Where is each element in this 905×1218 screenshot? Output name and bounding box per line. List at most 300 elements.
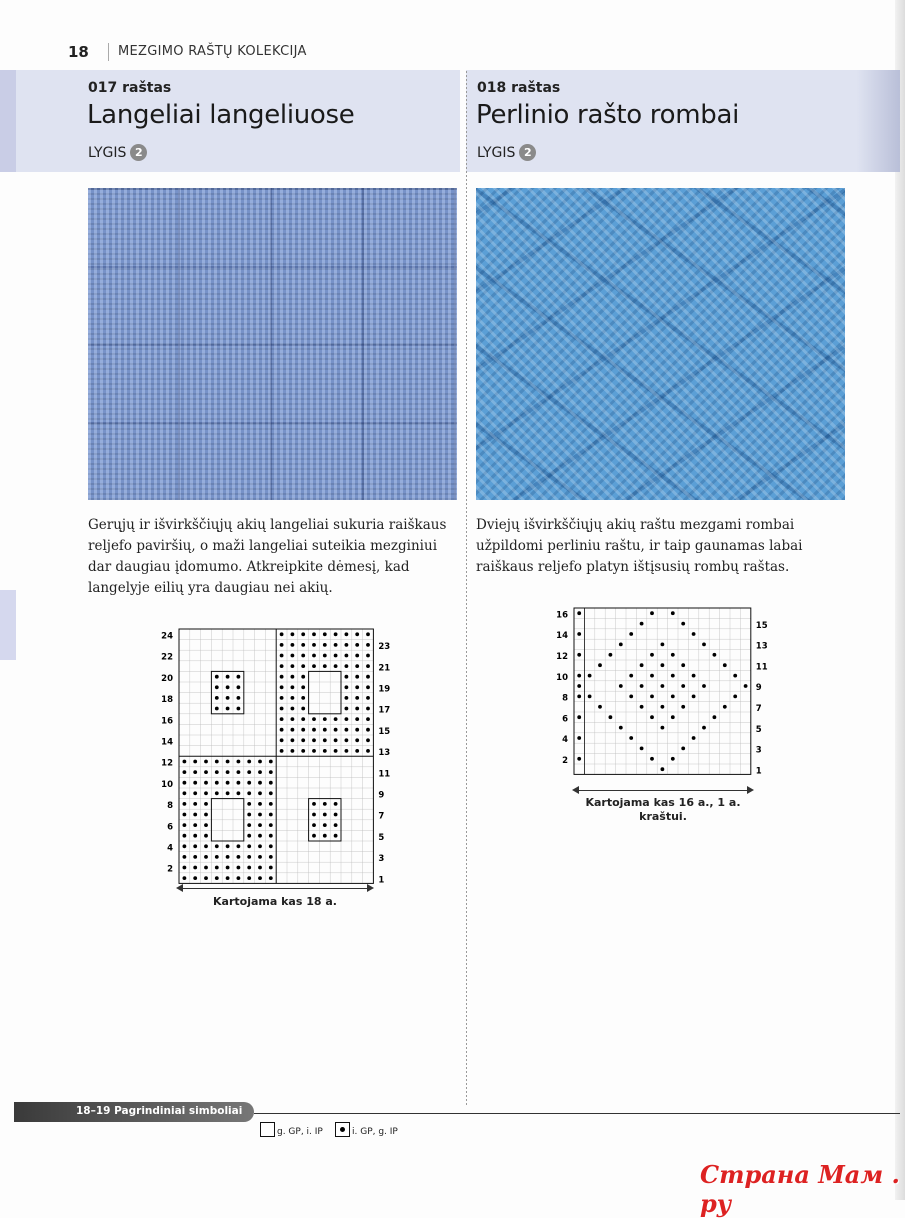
purl-dot — [355, 664, 359, 668]
purl-dot — [204, 823, 208, 827]
purl-dot — [247, 866, 251, 870]
purl-dot — [577, 684, 581, 688]
purl-dot — [204, 813, 208, 817]
purl-dot — [355, 728, 359, 732]
row-label: 22 — [161, 652, 173, 663]
purl-dot — [345, 664, 349, 668]
purl-dot — [301, 675, 305, 679]
purl-dot — [312, 643, 316, 647]
purl-dot — [619, 643, 623, 647]
purl-dot — [204, 866, 208, 870]
purl-dot — [280, 654, 284, 658]
row-label: 13 — [755, 641, 768, 652]
purl-dot — [334, 813, 338, 817]
repeat-arrow — [574, 790, 752, 791]
purl-dot — [291, 675, 295, 679]
row-label: 20 — [161, 673, 173, 684]
legend-knit-label: g. GP, i. IP — [277, 1127, 323, 1137]
purl-dot — [237, 791, 241, 795]
row-label: 6 — [167, 822, 173, 833]
purl-dot — [355, 696, 359, 700]
purl-dot — [280, 675, 284, 679]
purl-dot — [609, 715, 613, 719]
purl-dot — [312, 728, 316, 732]
purl-dot — [323, 834, 327, 838]
purl-dot — [629, 695, 633, 699]
purl-dot — [193, 760, 197, 764]
purl-dot — [226, 855, 230, 859]
row-label: 24 — [161, 631, 173, 642]
purl-dot — [291, 632, 295, 636]
purl-dot — [577, 674, 581, 678]
row-label: 7 — [378, 811, 385, 822]
purl-dot — [355, 675, 359, 679]
purl-dot — [355, 717, 359, 721]
purl-dot — [671, 695, 675, 699]
dot-square-icon — [335, 1122, 350, 1137]
row-label: 11 — [755, 662, 768, 673]
purl-dot — [215, 876, 219, 880]
purl-dot — [640, 622, 644, 626]
purl-dot — [237, 855, 241, 859]
purl-dot — [702, 643, 706, 647]
purl-dot — [312, 738, 316, 742]
pattern-017-code: 017 raštas — [88, 80, 172, 96]
purl-dot — [301, 749, 305, 753]
purl-dot — [291, 664, 295, 668]
purl-dot — [301, 707, 305, 711]
purl-dot — [692, 674, 696, 678]
purl-dot — [692, 632, 696, 636]
purl-dot — [661, 684, 665, 688]
purl-dot — [226, 844, 230, 848]
purl-dot — [702, 684, 706, 688]
pattern-017-level — [88, 144, 147, 161]
purl-dot — [640, 705, 644, 709]
purl-dot — [323, 802, 327, 806]
purl-dot — [681, 622, 685, 626]
row-label: 4 — [562, 735, 568, 746]
purl-dot — [204, 781, 208, 785]
edge-tab-marker-lower — [0, 590, 16, 660]
purl-dot — [269, 823, 273, 827]
purl-dot — [323, 664, 327, 668]
purl-dot — [226, 866, 230, 870]
purl-dot — [640, 684, 644, 688]
pattern-018-chart — [548, 600, 778, 785]
purl-dot — [598, 705, 602, 709]
purl-dot — [366, 728, 370, 732]
purl-dot — [215, 866, 219, 870]
purl-dot — [183, 823, 187, 827]
row-label: 3 — [378, 854, 385, 865]
purl-dot — [226, 760, 230, 764]
purl-dot — [183, 813, 187, 817]
row-label: 21 — [378, 663, 391, 674]
purl-dot — [258, 791, 262, 795]
purl-dot — [291, 738, 295, 742]
purl-dot — [301, 685, 305, 689]
purl-dot — [269, 760, 273, 764]
purl-dot — [723, 705, 727, 709]
row-label: 4 — [167, 843, 173, 854]
purl-dot — [323, 728, 327, 732]
row-label: 12 — [161, 758, 173, 769]
purl-dot — [280, 643, 284, 647]
purl-dot — [237, 844, 241, 848]
purl-dot — [366, 707, 370, 711]
purl-dot — [334, 643, 338, 647]
purl-dot — [193, 844, 197, 848]
purl-dot — [629, 632, 633, 636]
purl-dot — [588, 674, 592, 678]
pattern-017-title: Langeliai langeliuose — [87, 100, 355, 130]
level-badge: 2 — [519, 144, 536, 161]
purl-dot — [588, 695, 592, 699]
purl-dot — [323, 823, 327, 827]
purl-dot — [193, 876, 197, 880]
purl-dot — [323, 738, 327, 742]
row-label: 19 — [378, 684, 391, 695]
header-separator — [108, 43, 109, 61]
purl-dot — [323, 749, 327, 753]
purl-dot — [247, 791, 251, 795]
purl-dot — [681, 705, 685, 709]
purl-dot — [247, 813, 251, 817]
purl-dot — [301, 696, 305, 700]
purl-dot — [269, 781, 273, 785]
purl-dot — [215, 675, 219, 679]
purl-dot — [269, 791, 273, 795]
purl-dot — [323, 643, 327, 647]
purl-dot — [671, 757, 675, 761]
purl-dot — [345, 632, 349, 636]
purl-dot — [183, 866, 187, 870]
row-label: 5 — [755, 724, 762, 735]
purl-dot — [269, 802, 273, 806]
purl-dot — [247, 834, 251, 838]
purl-dot — [280, 632, 284, 636]
purl-dot — [661, 663, 665, 667]
purl-dot — [226, 696, 230, 700]
purl-dot — [269, 813, 273, 817]
purl-dot — [215, 707, 219, 711]
purl-dot — [355, 707, 359, 711]
row-label: 1 — [755, 766, 762, 777]
purl-dot — [193, 823, 197, 827]
purl-dot — [183, 834, 187, 838]
purl-dot — [334, 823, 338, 827]
pattern-018-title: Perlinio rašto rombai — [476, 100, 740, 130]
purl-dot — [355, 738, 359, 742]
purl-dot — [193, 866, 197, 870]
arrow-left-icon — [572, 786, 579, 794]
pattern-018-knit-photo — [476, 188, 845, 500]
purl-dot — [334, 738, 338, 742]
purl-dot — [334, 834, 338, 838]
row-label: 15 — [378, 726, 391, 737]
purl-dot — [692, 695, 696, 699]
row-label: 15 — [755, 620, 768, 631]
row-label: 8 — [167, 801, 173, 812]
purl-dot — [204, 834, 208, 838]
purl-dot — [366, 696, 370, 700]
chart-grid — [179, 629, 373, 883]
arrow-right-icon — [747, 786, 754, 794]
purl-dot — [301, 654, 305, 658]
purl-dot — [269, 876, 273, 880]
purl-dot — [204, 802, 208, 806]
purl-dot — [312, 654, 316, 658]
purl-dot — [204, 844, 208, 848]
purl-dot — [692, 736, 696, 740]
pattern-018-chart-caption: Kartojama kas 16 a., 1 a. kraštui. — [585, 796, 741, 823]
purl-dot — [345, 738, 349, 742]
purl-dot — [269, 866, 273, 870]
purl-dot — [237, 685, 241, 689]
purl-dot — [650, 611, 654, 615]
purl-dot — [204, 760, 208, 764]
purl-dot — [258, 866, 262, 870]
purl-dot — [215, 781, 219, 785]
purl-dot — [334, 632, 338, 636]
row-label: 11 — [378, 769, 391, 780]
purl-dot — [650, 715, 654, 719]
purl-dot — [609, 653, 613, 657]
purl-dot — [312, 802, 316, 806]
purl-dot — [237, 876, 241, 880]
purl-dot — [355, 632, 359, 636]
purl-dot — [258, 802, 262, 806]
purl-dot — [366, 685, 370, 689]
purl-dot — [323, 632, 327, 636]
purl-dot — [258, 823, 262, 827]
purl-dot — [280, 738, 284, 742]
purl-dot — [301, 717, 305, 721]
row-label: 18 — [161, 695, 173, 706]
purl-dot — [258, 781, 262, 785]
purl-dot — [237, 770, 241, 774]
purl-dot — [323, 813, 327, 817]
purl-dot — [215, 760, 219, 764]
footer-rule — [254, 1113, 900, 1114]
purl-dot — [193, 781, 197, 785]
purl-dot — [258, 844, 262, 848]
purl-dot — [280, 664, 284, 668]
purl-dot — [204, 791, 208, 795]
purl-dot — [366, 749, 370, 753]
purl-dot — [577, 757, 581, 761]
purl-dot — [193, 813, 197, 817]
purl-dot — [183, 844, 187, 848]
purl-dot — [629, 736, 633, 740]
purl-dot — [345, 717, 349, 721]
row-label: 7 — [755, 703, 762, 714]
purl-dot — [183, 802, 187, 806]
purl-dot — [345, 749, 349, 753]
level-label: LYGIS — [88, 144, 127, 161]
purl-dot — [345, 643, 349, 647]
row-label: 12 — [556, 651, 568, 662]
purl-dot — [312, 813, 316, 817]
purl-dot — [258, 760, 262, 764]
row-label: 10 — [556, 672, 568, 683]
site-watermark: Страна Мам . ру — [700, 1160, 900, 1218]
purl-dot — [577, 611, 581, 615]
row-label: 13 — [378, 748, 391, 759]
purl-dot — [323, 717, 327, 721]
purl-dot — [671, 674, 675, 678]
purl-dot — [215, 791, 219, 795]
row-label: 8 — [562, 693, 568, 704]
purl-dot — [619, 684, 623, 688]
empty-square-icon — [260, 1122, 275, 1137]
purl-dot — [226, 781, 230, 785]
purl-dot — [366, 717, 370, 721]
purl-dot — [355, 685, 359, 689]
purl-dot — [291, 717, 295, 721]
purl-dot — [345, 696, 349, 700]
purl-dot — [280, 728, 284, 732]
purl-dot — [226, 675, 230, 679]
purl-dot — [291, 707, 295, 711]
purl-dot — [291, 696, 295, 700]
purl-dot — [215, 770, 219, 774]
purl-dot — [215, 685, 219, 689]
purl-dot — [312, 749, 316, 753]
purl-dot — [650, 757, 654, 761]
purl-dot — [334, 728, 338, 732]
purl-dot — [258, 876, 262, 880]
purl-dot — [334, 802, 338, 806]
purl-dot — [577, 736, 581, 740]
purl-dot — [744, 684, 748, 688]
purl-dot — [280, 696, 284, 700]
column-divider — [466, 70, 467, 1105]
pattern-018-level — [477, 144, 536, 161]
purl-dot — [204, 876, 208, 880]
purl-dot — [661, 705, 665, 709]
row-label: 2 — [167, 864, 173, 875]
repeat-arrow — [178, 888, 372, 889]
purl-dot — [301, 632, 305, 636]
purl-dot — [183, 760, 187, 764]
row-label: 2 — [562, 755, 568, 766]
purl-dot — [640, 663, 644, 667]
purl-dot — [247, 844, 251, 848]
purl-dot — [247, 770, 251, 774]
purl-dot — [226, 770, 230, 774]
purl-dot — [247, 823, 251, 827]
purl-dot — [237, 696, 241, 700]
purl-dot — [577, 695, 581, 699]
purl-dot — [193, 855, 197, 859]
purl-dot — [323, 654, 327, 658]
legend-purl-label: i. GP, g. IP — [352, 1127, 398, 1137]
purl-dot — [312, 823, 316, 827]
purl-dot — [258, 855, 262, 859]
purl-dot — [312, 834, 316, 838]
purl-dot — [301, 664, 305, 668]
purl-dot — [280, 749, 284, 753]
purl-dot — [183, 781, 187, 785]
purl-dot — [301, 728, 305, 732]
edge-tab-marker — [0, 70, 16, 172]
purl-dot — [577, 632, 581, 636]
purl-dot — [650, 653, 654, 657]
purl-dot — [681, 684, 685, 688]
purl-dot — [301, 738, 305, 742]
purl-dot — [183, 855, 187, 859]
purl-dot — [215, 844, 219, 848]
row-label: 9 — [755, 683, 762, 694]
purl-dot — [204, 855, 208, 859]
chart-row-labels — [556, 610, 768, 776]
purl-dot — [345, 728, 349, 732]
purl-dot — [661, 767, 665, 771]
row-label: 3 — [755, 745, 762, 756]
purl-dot — [237, 707, 241, 711]
purl-dot — [237, 866, 241, 870]
purl-dot — [280, 685, 284, 689]
purl-dot — [366, 675, 370, 679]
purl-dot — [312, 664, 316, 668]
purl-dot — [345, 685, 349, 689]
legend-purl — [335, 1122, 398, 1137]
purl-dot — [681, 747, 685, 751]
purl-dot — [291, 749, 295, 753]
purl-dot — [204, 770, 208, 774]
row-label: 9 — [378, 790, 385, 801]
purl-dot — [671, 611, 675, 615]
purl-dot — [577, 653, 581, 657]
purl-dot — [702, 726, 706, 730]
pattern-017-chart — [150, 620, 391, 886]
row-label: 5 — [378, 832, 385, 843]
purl-dot — [713, 653, 717, 657]
purl-dot — [269, 834, 273, 838]
chart-grid — [574, 608, 751, 774]
row-label: 6 — [562, 714, 568, 725]
purl-dot — [598, 663, 602, 667]
purl-dot — [237, 675, 241, 679]
purl-dot — [291, 728, 295, 732]
purl-dot — [280, 707, 284, 711]
purl-dot — [258, 834, 262, 838]
purl-dot — [269, 844, 273, 848]
purl-dot — [366, 738, 370, 742]
purl-dot — [258, 770, 262, 774]
row-label: 23 — [378, 642, 391, 653]
footer-tab-text: 18–19 Pagrindiniai simboliai — [76, 1105, 243, 1117]
pattern-017-knit-photo — [88, 188, 457, 500]
purl-dot — [312, 717, 316, 721]
purl-dot — [650, 674, 654, 678]
purl-dot — [215, 696, 219, 700]
purl-dot — [661, 726, 665, 730]
purl-dot — [355, 749, 359, 753]
purl-dot — [366, 643, 370, 647]
pattern-017-description: Gerųjų ir išvirkščiųjų akių langeliai sukuria raiškaus reljefo paviršių, o maži langeliai suteikia mezginiui dar daugiau įdomumo. Atkreipkite dėmesį, kad langelyje eilių yra daugiau nei akių. — [88, 517, 447, 596]
purl-dot — [291, 643, 295, 647]
purl-dot — [681, 663, 685, 667]
purl-dot — [366, 654, 370, 658]
page-fold-shadow — [895, 0, 905, 1200]
purl-dot — [226, 707, 230, 711]
purl-dot — [733, 695, 737, 699]
purl-dot — [366, 632, 370, 636]
purl-dot — [237, 781, 241, 785]
